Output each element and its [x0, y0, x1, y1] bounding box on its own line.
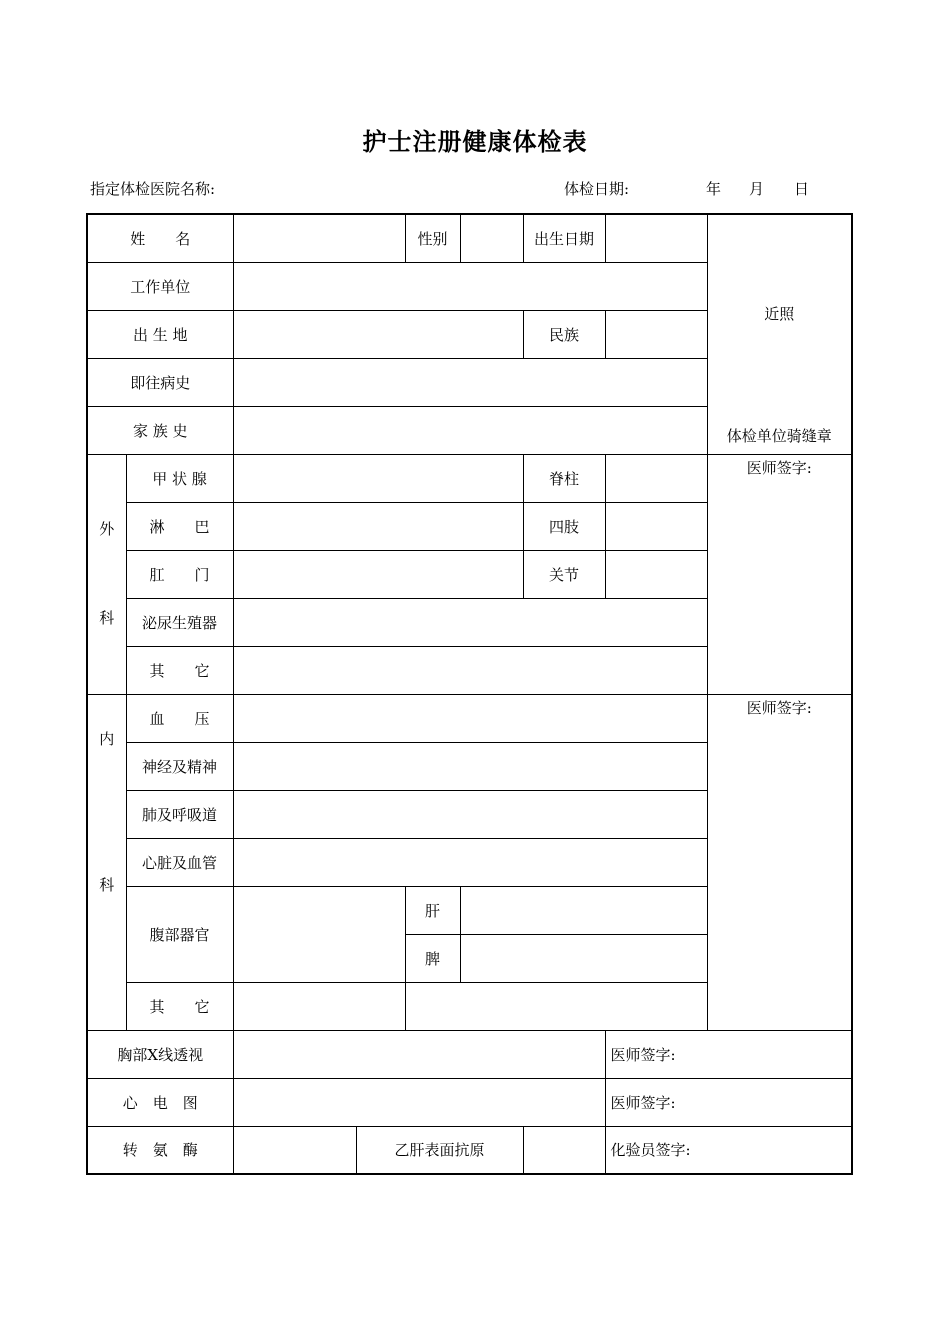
heart-label: 心脏及血管	[126, 838, 233, 886]
exam-date-label: 体检日期:	[564, 180, 630, 198]
liver-field[interactable]	[460, 886, 707, 934]
internal-dept-label: 内 科	[87, 694, 126, 1030]
hbsag-label: 乙肝表面抗原	[356, 1126, 523, 1174]
ecg-sign[interactable]: 医师签字:	[605, 1078, 852, 1126]
surgery-dept-label: 外 科	[87, 454, 126, 694]
ethnicity-label: 民族	[523, 310, 605, 358]
past-history-field[interactable]	[233, 358, 707, 406]
internal-other-field[interactable]	[233, 982, 405, 1030]
anus-field[interactable]	[233, 550, 523, 598]
page-title: 护士注册健康体检表	[362, 127, 588, 156]
lab-sign[interactable]: 化验员签字:	[605, 1126, 852, 1174]
seal-label: 体检单位骑缝章	[726, 427, 832, 445]
internal-other-field-2[interactable]	[405, 982, 707, 1030]
thyroid-label: 甲 状 腺	[126, 454, 233, 502]
health-exam-form	[86, 213, 853, 1175]
birth-date-field[interactable]	[605, 214, 707, 262]
year-label: 年	[706, 180, 722, 198]
urogenital-field[interactable]	[233, 598, 707, 646]
birthplace-field[interactable]	[233, 310, 523, 358]
joints-label: 关节	[523, 550, 605, 598]
ecg-label: 心 电 图	[87, 1078, 233, 1126]
lung-label: 肺及呼吸道	[126, 790, 233, 838]
joints-field[interactable]	[605, 550, 707, 598]
gender-field[interactable]	[460, 214, 523, 262]
family-history-label: 家 族 史	[87, 406, 233, 454]
past-history-label: 即往病史	[87, 358, 233, 406]
spleen-field[interactable]	[460, 934, 707, 982]
birth-date-label: 出生日期	[523, 214, 605, 262]
lymph-field[interactable]	[233, 502, 523, 550]
lung-field[interactable]	[233, 790, 707, 838]
liver-label: 肝	[405, 886, 460, 934]
day-label: 日	[794, 180, 810, 198]
lymph-label: 淋 巴	[126, 502, 233, 550]
chest-xray-label: 胸部X线透视	[87, 1030, 233, 1078]
work-unit-field[interactable]	[233, 262, 707, 310]
ecg-field[interactable]	[233, 1078, 605, 1126]
spine-label: 脊柱	[523, 454, 605, 502]
hbsag-field[interactable]	[523, 1126, 605, 1174]
transaminase-field[interactable]	[233, 1126, 356, 1174]
transaminase-label: 转 氨 酶	[87, 1126, 233, 1174]
limbs-label: 四肢	[523, 502, 605, 550]
abdomen-label: 腹部器官	[126, 886, 233, 982]
neuro-field[interactable]	[233, 742, 707, 790]
internal-doctor-sign[interactable]: 医师签字:	[707, 694, 852, 1030]
limbs-field[interactable]	[605, 502, 707, 550]
internal-other-label: 其 它	[126, 982, 233, 1030]
spleen-label: 脾	[405, 934, 460, 982]
name-field[interactable]	[233, 214, 405, 262]
surgery-doctor-sign[interactable]: 医师签字:	[707, 454, 852, 694]
work-unit-label: 工作单位	[87, 262, 233, 310]
spine-field[interactable]	[605, 454, 707, 502]
photo-label: 近照	[764, 305, 795, 323]
name-label: 姓 名	[87, 214, 233, 262]
gender-label: 性别	[405, 214, 460, 262]
chest-xray-field[interactable]	[233, 1030, 605, 1078]
photo-area	[707, 214, 852, 454]
surgery-other-field[interactable]	[233, 646, 707, 694]
month-label: 月	[749, 180, 765, 198]
abdomen-field[interactable]	[233, 886, 405, 982]
birthplace-label: 出 生 地	[87, 310, 233, 358]
ethnicity-field[interactable]	[605, 310, 707, 358]
surgery-other-label: 其 它	[126, 646, 233, 694]
family-history-field[interactable]	[233, 406, 707, 454]
urogenital-label: 泌尿生殖器	[126, 598, 233, 646]
hospital-label: 指定体检医院名称:	[90, 180, 216, 198]
chest-xray-sign[interactable]: 医师签字:	[605, 1030, 852, 1078]
thyroid-field[interactable]	[233, 454, 523, 502]
blood-pressure-label: 血 压	[126, 694, 233, 742]
anus-label: 肛 门	[126, 550, 233, 598]
heart-field[interactable]	[233, 838, 707, 886]
blood-pressure-field[interactable]	[233, 694, 707, 742]
neuro-label: 神经及精神	[126, 742, 233, 790]
